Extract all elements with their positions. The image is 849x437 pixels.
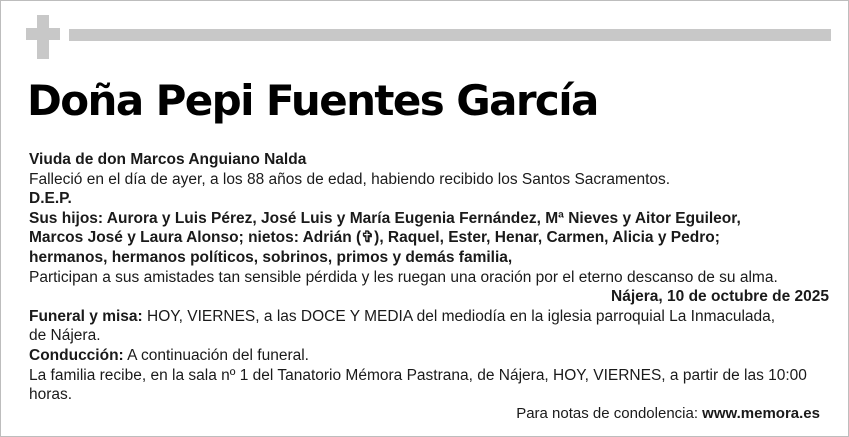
cross-horizontal-bar bbox=[26, 28, 60, 40]
invite-line: Participan a sus amistades tan sensible pérdida y les ruegan una oración por el eterno descanso de su alma. bbox=[29, 268, 778, 286]
cross-icon bbox=[26, 15, 60, 59]
funeral-text: HOY, VIERNES, a las DOCE Y MEDIA del mediodía en la iglesia parroquial La Inmaculada, bbox=[142, 307, 776, 325]
condolence-footer bbox=[516, 405, 820, 422]
funeral-line-cont: de Nájera. bbox=[29, 327, 101, 345]
conduccion-label: Conducción: bbox=[29, 346, 124, 364]
family-receives-line-cont: horas. bbox=[29, 386, 73, 404]
death-line: Falleció en el día de ayer, a los 88 años de edad, habiendo recibido los Santos Sacramentos. bbox=[29, 170, 671, 188]
condolence-label: Para notas de condolencia: bbox=[516, 405, 703, 422]
header-rule bbox=[69, 29, 831, 41]
funeral-label: Funeral y misa: bbox=[29, 307, 143, 325]
obituary-body bbox=[29, 150, 829, 405]
deceased-name: Doña Pepi Fuentes García bbox=[27, 76, 598, 125]
place-date: Nájera, 10 de octubre de 2025 bbox=[611, 288, 829, 306]
family-receives-line: La familia recibe, en la sala nº 1 del Tanatorio Mémora Pastrana, de Nájera, HOY, VIERNES, a partir de las 10:00 bbox=[29, 366, 807, 384]
dep-line: D.E.P. bbox=[29, 190, 72, 208]
funeral-line bbox=[29, 307, 829, 327]
family-line: Sus hijos: Aurora y Luis Pérez, José Luis y María Eugenia Fernández, Mª Nieves y Aitor Eguileor, bbox=[29, 209, 741, 227]
family-line: hermanos, hermanos políticos, sobrinos, primos y demás familia, bbox=[29, 248, 513, 266]
family-line: Marcos José y Laura Alonso; nietos: Adrián (✞), Raquel, Ester, Henar, Carmen, Alicia y Pedro; bbox=[29, 229, 720, 247]
conduccion-line bbox=[29, 346, 829, 366]
condolence-link[interactable]: www.memora.es bbox=[702, 405, 820, 422]
conduccion-text: A continuación del funeral. bbox=[123, 346, 309, 364]
widow-line: Viuda de don Marcos Anguiano Nalda bbox=[29, 151, 307, 168]
